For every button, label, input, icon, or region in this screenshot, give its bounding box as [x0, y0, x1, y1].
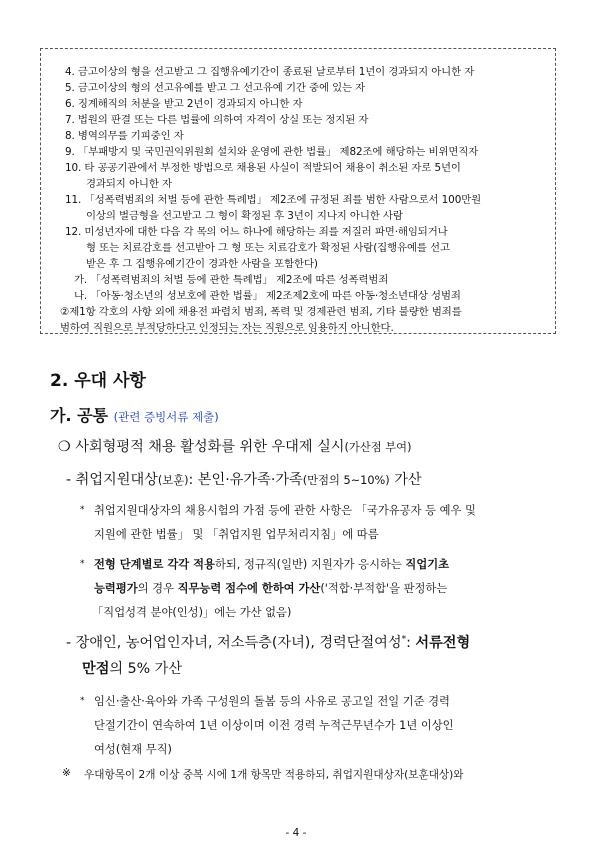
box-line-8: 8. 병역의무를 기피중인 자 — [65, 130, 184, 142]
dash-disadv-bold: 서류전형 — [415, 635, 471, 651]
note2-line2 — [94, 580, 447, 596]
dash-veterans-label: - 취업지원대상 — [66, 472, 158, 488]
box-line-11: 11. 「성폭력범죄의 처벌 등에 관한 특례법」 제2조에 규정된 죄를 범한 사람으로서 100만원 — [65, 194, 482, 206]
reference-mark-icon: ※ — [62, 767, 71, 779]
dash-disadv-text: - 장애인, 농어업인자녀, 저소득층(자녀), 경력단절여성 — [66, 635, 402, 651]
bullet-text: 사회형평적 채용 활성화를 위한 우대제 실시 — [75, 439, 345, 455]
dash-disadv-bold2: 만점 — [82, 661, 110, 677]
subsection-note: (관련 증빙서류 제출) — [113, 410, 219, 424]
box-line-5: 5. 금고이상의 형의 선고유예를 받고 그 선고유예 기간 중에 있는 자 — [65, 82, 366, 94]
section-title: 2. 우대 사항 — [50, 371, 146, 391]
note3-line2: 단절기간이 연속하여 1년 이상이며 이전 경력 누적근무년수가 1년 이상인 — [94, 719, 454, 732]
note2-text-b: 하되, 정규직(일반) 지원자가 응시하는 — [214, 558, 406, 571]
note1-star: * — [80, 505, 85, 515]
box-line-10: 10. 타 공공기관에서 부정한 방법으로 채용된 사실이 적발되어 채용이 취소된 자로 5년이 — [65, 162, 461, 174]
dash-veterans-mid: : 본인·유가족·가족 — [188, 472, 303, 488]
note1-line2: 지원에 관한 법률」 및 「취업지원 업무처리지침」에 따름 — [94, 528, 379, 541]
bullet-small: (가산점 부여) — [344, 441, 412, 454]
box-line-9: 9. 「부패방지 및 국민권익위원회 설치와 운영에 관한 법률」 제82조에 해당하는 비위면직자 — [65, 146, 479, 158]
note3-star: * — [80, 696, 85, 706]
note-line: 우대항목이 2개 이상 중복 시에 1개 항목만 적용하되, 취업지원대상자(보훈대상)와 — [84, 769, 464, 781]
note2-text-e: 의 경우 — [137, 582, 178, 595]
dash-item-disadvantaged-cont — [82, 658, 182, 678]
box-line-12-ga: 가. 「성폭력범죄의 처벌 등에 관한 특례법」 제2조에 따른 성폭력범죄 — [74, 274, 389, 286]
box-line-12-cont-1: 형 또는 치료감호를 선고받아 그 형 또는 치료감호가 확정된 사람(집행유예를 선고 — [86, 242, 450, 254]
box-line-10-cont: 경과되지 아니한 자 — [86, 178, 172, 190]
note1-line1: 취업지원대상자의 채용시험의 가점 등에 관한 사항은 「국가유공자 등 예우 및 — [94, 504, 476, 517]
box-clause-2-cont: 범하여 직원으로 부적당하다고 인정되는 자는 직원으로 임용하지 아니한다. — [60, 322, 394, 334]
note2-bold-f: 직무능력 점수에 한하여 가산 — [177, 582, 321, 595]
box-line-6: 6. 징계해직의 처분을 받고 2년이 경과되지 아니한 자 — [65, 98, 303, 110]
box-line-7: 7. 법원의 판결 또는 다른 법률에 의하여 자격이 상실 또는 정지된 자 — [65, 114, 369, 126]
dash-disadv-sup: * — [401, 634, 407, 645]
box-line-4: 4. 금고이상의 형을 선고받고 그 집행유예기간이 종료된 날로부터 1년이 경과되지 아니한 자 — [65, 66, 475, 78]
page-number: - 4 - — [285, 827, 307, 839]
dash-disadv-colon: : — [406, 635, 416, 651]
dash-veterans-small1: (보훈) — [157, 474, 189, 487]
note2-bold-c: 직업기초 — [405, 558, 450, 571]
bullet-line — [58, 436, 411, 456]
note2-star: * — [80, 559, 85, 569]
dash-disadv-end: 의 5% 가산 — [109, 661, 183, 677]
note2-line3: 「직업성격 분야(인성)」에는 가산 없음) — [92, 606, 292, 619]
box-line-11-cont: 이상의 벌금형을 선고받고 그 형이 확정된 후 3년이 지나지 아니한 사람 — [86, 210, 403, 222]
box-line-12-na: 나. 「아동·청소년의 성보호에 관한 법률」 제2조제2호에 따른 아동·청소년대상 성범죄 — [74, 290, 461, 302]
dash-veterans-end: 가산 — [389, 472, 422, 488]
dash-veterans-small2: (만점의 5~10%) — [302, 474, 390, 487]
dash-item-veterans — [66, 469, 422, 489]
note2-bold-d: 능력평가 — [94, 582, 138, 595]
box-clause-2: ②제1항 각호의 사항 외에 채용전 파렴치 범죄, 폭력 및 경제관련 범죄, 기타 불량한 범죄를 — [60, 306, 462, 318]
dash-item-disadvantaged — [66, 632, 470, 652]
note3-line3: 여성(현재 무직) — [94, 743, 172, 756]
hollow-circle-icon: ❍ — [58, 439, 71, 455]
box-line-12-cont-2: 받은 후 그 집행유예기간이 경과한 사람을 포함한다) — [86, 258, 318, 270]
subsection-title — [50, 403, 219, 426]
note2-line1 — [94, 556, 449, 572]
note3-line1: 임신·출산·육아와 가족 구성원의 돌봄 등의 사유로 공고일 전일 기준 경력 — [94, 695, 450, 708]
box-line-12: 12. 미성년자에 대한 다음 각 목의 어느 하나에 해당하는 죄를 저질러 파면·해임되거나 — [65, 226, 448, 238]
subsection-label: 가. 공통 — [50, 406, 109, 425]
note2-text-g: ('적합·부적합'을 판정하는 — [320, 582, 448, 595]
note2-bold-a: 전형 단계별로 각각 적용 — [94, 558, 215, 571]
